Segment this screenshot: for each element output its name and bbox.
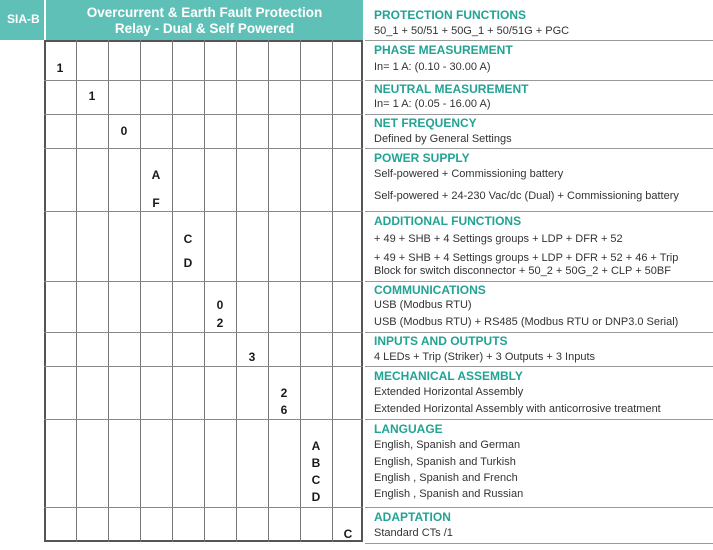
section-title-inputs-outputs: INPUTS AND OUTPUTS	[374, 334, 508, 348]
option-text: + 49 + SHB + 4 Settings groups + LDP + DFR + 52 + 46 + Trip	[374, 252, 679, 264]
option-text: Extended Horizontal Assembly with anticorrosive treatment	[374, 403, 661, 415]
code-power-supply: F	[152, 196, 160, 210]
section-title-adaptation: ADAPTATION	[374, 510, 451, 524]
code-mechanical-assembly: 6	[280, 403, 288, 417]
section-title-power-supply: POWER SUPPLY	[374, 151, 470, 165]
code-mechanical-assembly: 2	[280, 386, 288, 400]
option-text: Block for switch disconnector + 50_2 + 50G_2 + CLP + 50BF	[374, 265, 671, 277]
grid-row-divider	[44, 281, 363, 282]
section-title-language: LANGUAGE	[374, 422, 443, 436]
option-text: USB (Modbus RTU)	[374, 299, 472, 311]
grid-column-divider	[140, 40, 141, 542]
option-text: English, Spanish and Turkish	[374, 456, 516, 468]
option-text: Self-powered + 24-230 Vac/dc (Dual) + Commissioning battery	[374, 190, 679, 202]
section-divider	[365, 507, 713, 508]
section-title-additional-functions: ADDITIONAL FUNCTIONS	[374, 214, 522, 228]
grid-column-divider	[236, 40, 237, 542]
section-title-phase-measurement: PHASE MEASUREMENT	[374, 43, 513, 57]
model-code: SIA-B	[7, 12, 40, 26]
option-text: 50_1 + 50/51 + 50G_1 + 50/51G + PGC	[374, 25, 570, 37]
option-text: Standard CTs /1	[374, 527, 453, 539]
grid-column-divider	[172, 40, 173, 542]
code-language: C	[311, 473, 321, 487]
code-language: B	[311, 456, 321, 470]
grid-row-divider	[44, 366, 363, 367]
section-title-net-frequency: NET FREQUENCY	[374, 116, 477, 130]
code-power-supply: A	[151, 168, 161, 182]
section-title-protection-functions: PROTECTION FUNCTIONS	[374, 8, 526, 22]
grid-column-divider	[204, 40, 205, 542]
code-phase-measurement: 1	[56, 61, 64, 75]
code-language: A	[311, 439, 321, 453]
model-code-badge	[0, 0, 44, 40]
product-title	[46, 0, 363, 40]
grid-row-divider	[44, 114, 363, 115]
section-divider	[365, 332, 713, 333]
option-text: English , Spanish and Russian	[374, 488, 524, 500]
section-divider	[365, 80, 713, 81]
option-text: In= 1 A: (0.05 - 16.00 A)	[374, 98, 491, 110]
code-neutral-measurement: 1	[88, 89, 96, 103]
section-title-mechanical-assembly: MECHANICAL ASSEMBLY	[374, 369, 523, 383]
option-text: 4 LEDs + Trip (Striker) + 3 Outputs + 3 Inputs	[374, 351, 596, 363]
section-title-communications: COMMUNICATIONS	[374, 283, 486, 297]
grid-row-divider	[44, 507, 363, 508]
section-divider	[365, 543, 713, 544]
grid-row-divider	[44, 80, 363, 81]
product-title-line2: Relay - Dual & Self Powered	[114, 21, 295, 36]
option-text: English , Spanish and French	[374, 472, 518, 484]
grid-column-divider	[332, 40, 333, 542]
section-divider	[365, 281, 713, 282]
code-communications: 2	[216, 316, 224, 330]
section-title-neutral-measurement: NEUTRAL MEASUREMENT	[374, 82, 529, 96]
code-communications: 0	[216, 298, 224, 312]
grid-row-divider	[44, 211, 363, 212]
section-divider	[365, 366, 713, 367]
code-inputs-outputs: 3	[248, 350, 256, 364]
code-language: D	[311, 490, 321, 504]
code-net-frequency: 0	[120, 124, 128, 138]
grid-row-divider	[44, 332, 363, 333]
grid-column-divider	[108, 40, 109, 542]
grid-row-divider	[44, 148, 363, 149]
grid-column-divider	[268, 40, 269, 542]
option-text: In= 1 A: (0.10 - 30.00 A)	[374, 61, 491, 73]
section-divider	[365, 40, 713, 41]
code-additional-functions: D	[183, 256, 193, 270]
grid-row-divider	[44, 419, 363, 420]
section-divider	[365, 148, 713, 149]
option-text: Defined by General Settings	[374, 133, 512, 145]
section-divider	[365, 211, 713, 212]
section-divider	[365, 114, 713, 115]
code-additional-functions: C	[183, 232, 193, 246]
option-text: English, Spanish and German	[374, 439, 521, 451]
grid-column-divider	[76, 40, 77, 542]
option-text: Self-powered + Commissioning battery	[374, 168, 564, 180]
product-title-line1: Overcurrent & Earth Fault Protection	[86, 5, 323, 20]
option-text: Extended Horizontal Assembly	[374, 386, 524, 398]
option-text: USB (Modbus RTU) + RS485 (Modbus RTU or DNP3.0 Serial)	[374, 316, 679, 328]
section-divider	[365, 419, 713, 420]
option-text: + 49 + SHB + 4 Settings groups + LDP + DFR + 52	[374, 233, 623, 245]
code-adaptation: C	[343, 527, 353, 541]
